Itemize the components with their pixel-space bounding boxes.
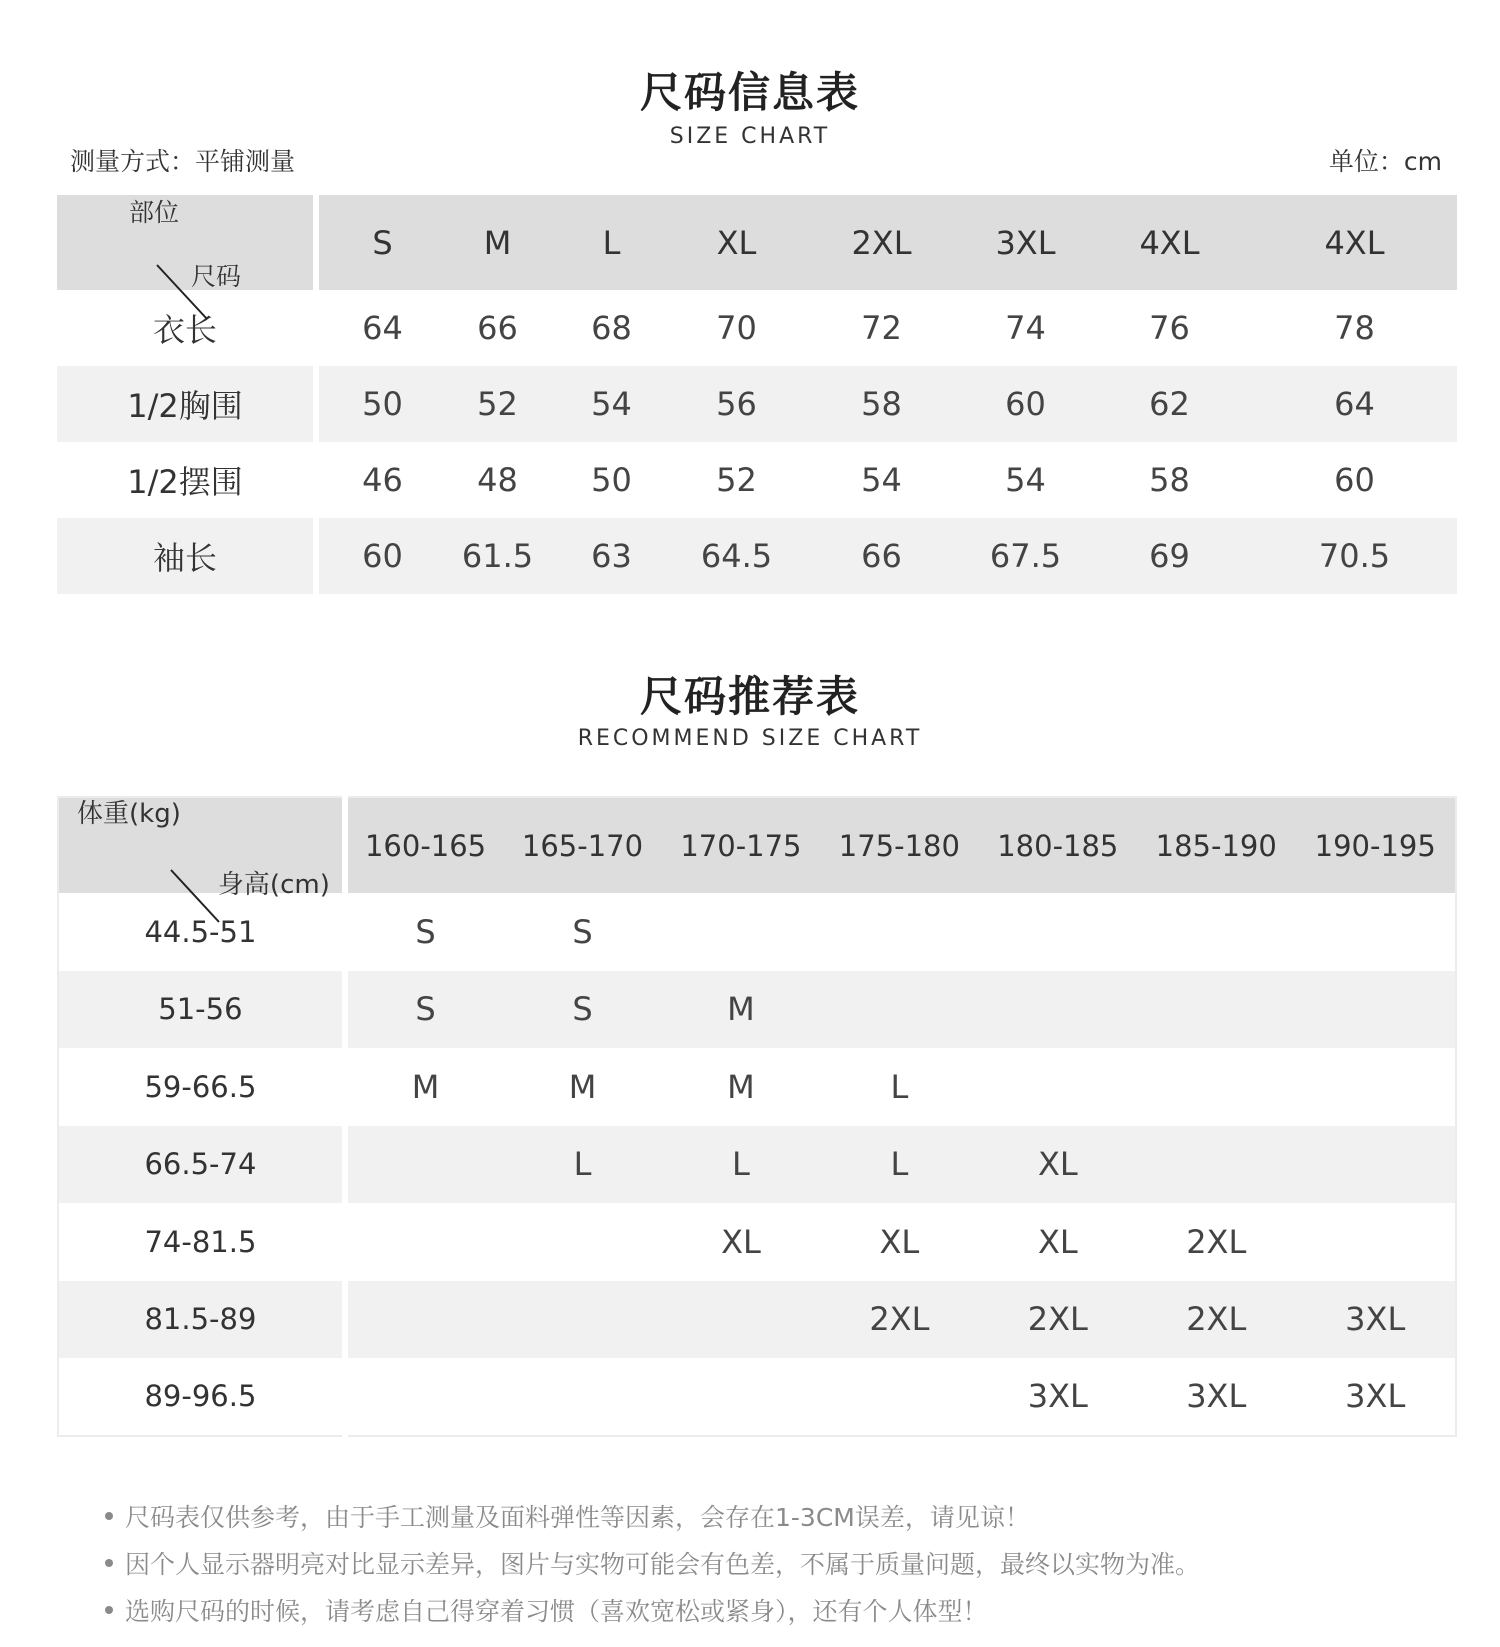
corner-height-label: 身高(cm) [217,869,330,900]
table-cell [345,1281,503,1359]
size-header-row [57,195,1457,290]
table-row [58,1358,1456,1436]
table-cell [345,1203,503,1281]
table-cell: 66 [446,290,549,366]
recommend-chart-subtitle: RECOMMEND SIZE CHART [577,726,923,751]
table-cell: 60 [1252,442,1457,518]
unit-label: 单位：cm [1328,147,1442,176]
note-item [105,1541,1465,1588]
corner-part-label: 部位 [129,197,180,227]
table-cell: 72 [799,290,964,366]
table-cell [820,1358,978,1436]
table-row [57,442,1457,518]
table-cell: 3XL [979,1358,1137,1436]
table-cell: 50 [549,442,674,518]
note-text: 选购尺码的时候，请考虑自己得穿着习惯（喜欢宽松或紧身），还有个人体型！ [125,1597,988,1626]
table-cell: 3XL [1295,1358,1456,1436]
table-cell [1295,1126,1456,1204]
table-cell: 52 [674,442,799,518]
table-row [58,1126,1456,1204]
notes-list [105,1494,1465,1635]
bullet-icon [105,1512,113,1520]
table-cell: 52 [446,366,549,442]
height-col-header: 185-190 [1137,797,1295,893]
table-row [57,366,1457,442]
table-cell [979,893,1137,971]
table-cell: 66 [799,518,964,594]
table-cell: 76 [1087,290,1252,366]
table-row [58,971,1456,1049]
row-label: 袖长 [57,518,316,594]
row-label: 1/2摆围 [57,442,316,518]
height-col-header: 180-185 [979,797,1137,893]
table-cell: 69 [1087,518,1252,594]
size-chart-title: 尺码信息表 [639,68,860,117]
table-cell: S [345,893,503,971]
weight-label: 81.5-89 [58,1281,345,1359]
table-cell [820,971,978,1049]
note-text: 尺码表仅供参考，由于手工测量及面料弹性等因素，会存在1-3CM误差，请见谅！ [125,1503,1030,1532]
table-cell: 70 [674,290,799,366]
table-cell [1295,1203,1456,1281]
table-cell: M [662,971,820,1049]
table-cell: 2XL [1137,1281,1295,1359]
table-cell: 54 [549,366,674,442]
weight-label: 74-81.5 [58,1203,345,1281]
table-cell: XL [979,1126,1137,1204]
table-cell: 48 [446,442,549,518]
height-col-header: 160-165 [345,797,503,893]
recommend-chart-title: 尺码推荐表 [639,672,860,721]
table-cell: XL [979,1203,1137,1281]
recommend-corner-cell [58,797,345,900]
recommend-size-table [57,796,1457,1437]
table-cell [662,893,820,971]
table-cell [979,1048,1137,1126]
table-cell [503,1281,661,1359]
note-text: 因个人显示器明亮对比显示差异，图片与实物可能会有色差，不属于质量问题，最终以实物为准。 [125,1550,1201,1579]
size-col-header: M [446,195,549,290]
measure-method: 测量方式：平铺测量 [70,147,296,176]
table-cell: 64.5 [674,518,799,594]
table-cell: 2XL [820,1281,978,1359]
table-cell: 2XL [979,1281,1137,1359]
table-cell: 64 [316,290,446,366]
table-cell: S [503,893,661,971]
height-col-header: 175-180 [820,797,978,893]
height-col-header: 190-195 [1295,797,1456,893]
table-cell [1137,1126,1295,1204]
corner-diagonal [57,243,310,338]
table-cell [345,1126,503,1204]
table-cell: 74 [964,290,1087,366]
table-cell [979,971,1137,1049]
note-item [105,1588,1465,1635]
table-cell: 64 [1252,366,1457,442]
table-cell [1295,971,1456,1049]
size-col-header: 4XL [1252,195,1457,290]
height-col-header: 165-170 [503,797,661,893]
table-cell [503,1203,661,1281]
table-cell: 3XL [1295,1281,1456,1359]
size-info-table [57,195,1460,594]
size-corner-cell [57,195,316,290]
table-cell [345,1358,503,1436]
table-cell: L [820,1126,978,1204]
table-cell: 78 [1252,290,1457,366]
table-cell [1137,1048,1295,1126]
table-cell: 2XL [1137,1203,1295,1281]
table-cell: M [345,1048,503,1126]
table-cell: 70.5 [1252,518,1457,594]
table-cell [662,1281,820,1359]
table-cell: 60 [316,518,446,594]
row-label: 1/2胸围 [57,366,316,442]
table-cell [820,893,978,971]
table-cell: 58 [1087,442,1252,518]
weight-label: 51-56 [58,971,345,1049]
note-item [105,1494,1465,1541]
size-chart-subtitle: SIZE CHART [669,124,831,149]
table-cell: 58 [799,366,964,442]
size-col-header: L [549,195,674,290]
table-cell: M [662,1048,820,1126]
table-cell: 54 [799,442,964,518]
table-cell [1137,893,1295,971]
table-cell: S [503,971,661,1049]
table-cell: XL [662,1203,820,1281]
table-cell: 63 [549,518,674,594]
table-row [58,1048,1456,1126]
weight-label: 44.5-51 [58,893,345,971]
table-cell: L [662,1126,820,1204]
table-cell [1295,1048,1456,1126]
table-cell: L [820,1048,978,1126]
table-cell [1295,893,1456,971]
table-row [58,1203,1456,1281]
table-cell: 61.5 [446,518,549,594]
table-cell: 3XL [1137,1358,1295,1436]
table-cell [1137,971,1295,1049]
size-col-header: 4XL [1087,195,1252,290]
size-col-header: 2XL [799,195,964,290]
weight-label: 59-66.5 [58,1048,345,1126]
table-cell: L [503,1126,661,1204]
table-cell: 60 [964,366,1087,442]
table-cell: 54 [964,442,1087,518]
table-cell: 68 [549,290,674,366]
weight-label: 66.5-74 [58,1126,345,1204]
table-cell: 67.5 [964,518,1087,594]
table-cell: 56 [674,366,799,442]
table-cell: M [503,1048,661,1126]
size-col-header: S [316,195,446,290]
table-cell: 46 [316,442,446,518]
bullet-icon [105,1606,113,1614]
height-col-header: 170-175 [662,797,820,893]
corner-weight-label: 体重(kg) [77,798,181,829]
table-cell [662,1358,820,1436]
weight-label: 89-96.5 [58,1358,345,1436]
row-label: 衣长 [57,290,316,366]
size-col-header: 3XL [964,195,1087,290]
bullet-icon [105,1559,113,1567]
table-row [57,518,1457,594]
table-cell: 62 [1087,366,1252,442]
table-cell: S [345,971,503,1049]
recommend-header-row [58,797,1456,893]
table-cell: XL [820,1203,978,1281]
corner-size-label: 尺码 [190,261,241,291]
table-cell: 50 [316,366,446,442]
size-col-header: XL [674,195,799,290]
table-cell [503,1358,661,1436]
table-row [58,1281,1456,1359]
